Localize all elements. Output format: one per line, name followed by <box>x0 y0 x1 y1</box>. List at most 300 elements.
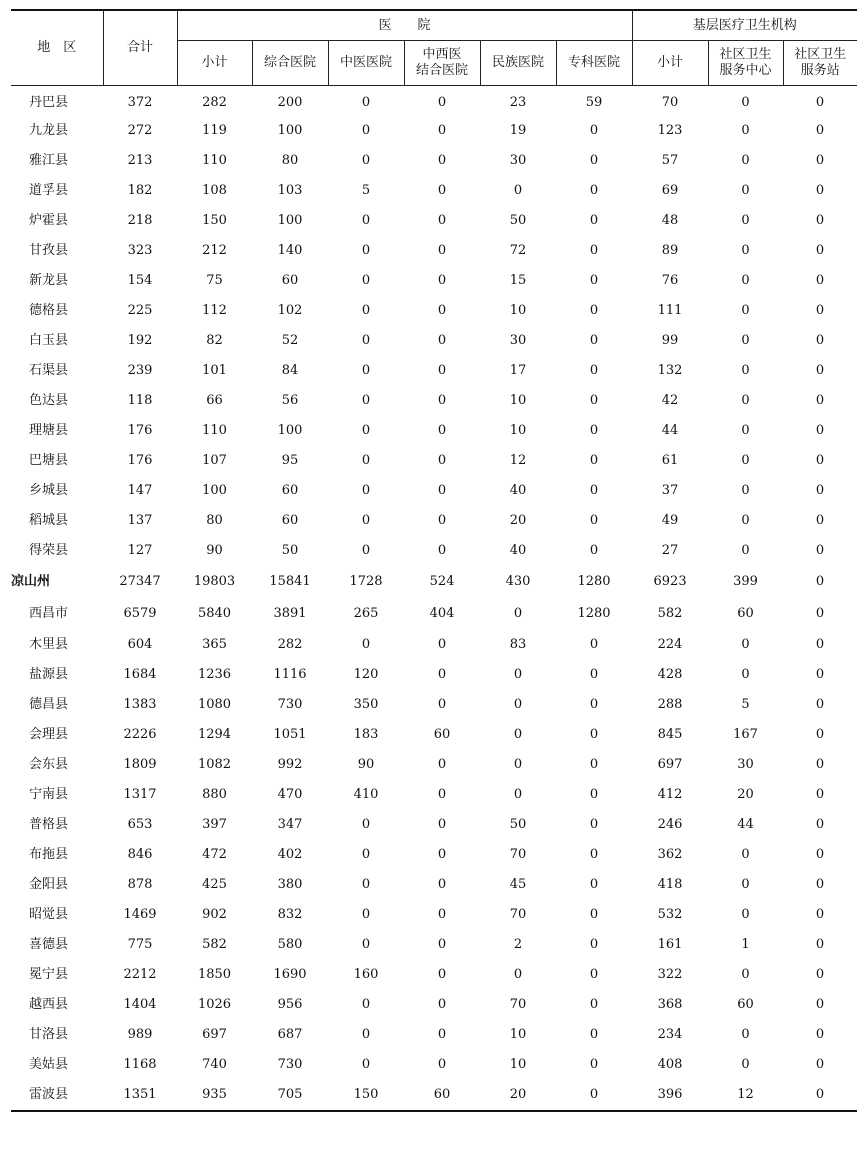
table-row <box>11 236 857 266</box>
region-cell: 布拖县 <box>29 846 69 862</box>
value-cell: 0 <box>589 332 599 348</box>
value-cell: 0 <box>815 876 825 892</box>
table-row <box>11 1080 857 1110</box>
value-cell: 1280 <box>577 605 611 621</box>
region-cell: 雷波县 <box>29 1086 69 1102</box>
value-cell: 0 <box>741 666 750 682</box>
region-cell: 丹巴县 <box>29 94 69 110</box>
value-cell: 470 <box>277 786 303 802</box>
region-cell: 德格县 <box>29 302 69 318</box>
value-cell: 430 <box>505 573 531 589</box>
table-row <box>11 990 857 1020</box>
value-cell: 176 <box>127 452 153 468</box>
region-cell: 九龙县 <box>29 122 69 138</box>
value-cell: 0 <box>361 212 371 228</box>
value-cell: 705 <box>277 1086 303 1102</box>
table-row <box>11 566 857 598</box>
value-cell: 0 <box>513 726 523 742</box>
value-cell: 347 <box>277 816 303 832</box>
value-cell: 0 <box>437 936 447 952</box>
value-cell: 0 <box>361 1026 371 1042</box>
value-cell: 50 <box>509 212 527 228</box>
region-cell: 喜德县 <box>29 936 69 952</box>
value-cell: 832 <box>277 906 303 922</box>
table-row <box>11 598 857 630</box>
region-cell: 得荣县 <box>29 542 69 558</box>
value-cell: 0 <box>361 332 371 348</box>
value-cell: 0 <box>741 332 750 348</box>
value-cell: 582 <box>657 605 683 621</box>
value-cell: 0 <box>589 786 599 802</box>
value-cell: 0 <box>361 422 371 438</box>
value-cell: 0 <box>437 182 447 198</box>
value-cell: 66 <box>206 392 223 408</box>
value-cell: 15841 <box>269 573 311 589</box>
header-total: 合计 <box>103 10 177 86</box>
value-cell: 1236 <box>197 666 232 682</box>
table-row <box>11 536 857 566</box>
value-cell: 0 <box>815 605 825 621</box>
value-cell: 100 <box>277 122 303 138</box>
value-cell: 0 <box>815 1086 825 1102</box>
value-cell: 100 <box>277 422 303 438</box>
region-cell: 色达县 <box>29 392 69 408</box>
region-cell: 雅江县 <box>29 152 69 168</box>
value-cell: 412 <box>657 786 683 802</box>
value-cell: 19 <box>509 122 527 138</box>
value-cell: 112 <box>202 302 227 318</box>
table-row <box>11 660 857 690</box>
value-cell: 1294 <box>197 726 232 742</box>
value-cell: 137 <box>127 512 153 528</box>
value-cell: 0 <box>361 816 371 832</box>
value-cell: 653 <box>127 816 153 832</box>
value-cell: 0 <box>513 756 523 772</box>
value-cell: 0 <box>589 512 599 528</box>
value-cell: 70 <box>509 996 527 1012</box>
value-cell: 0 <box>361 636 371 652</box>
value-cell: 472 <box>202 846 227 862</box>
value-cell: 10 <box>509 422 527 438</box>
value-cell: 0 <box>437 152 447 168</box>
value-cell: 0 <box>815 94 825 110</box>
value-cell: 40 <box>509 482 527 498</box>
value-cell: 0 <box>361 542 371 558</box>
value-cell: 0 <box>815 122 825 138</box>
value-cell: 0 <box>437 122 447 138</box>
value-cell: 60 <box>281 512 299 528</box>
table-row <box>11 146 857 176</box>
value-cell: 380 <box>277 876 303 892</box>
value-cell: 0 <box>513 696 523 712</box>
value-cell: 12 <box>737 1086 754 1102</box>
value-cell: 107 <box>202 452 227 468</box>
value-cell: 0 <box>437 272 447 288</box>
value-cell: 60 <box>433 726 451 742</box>
value-cell: 0 <box>815 512 825 528</box>
value-cell: 0 <box>437 816 447 832</box>
table-row <box>11 296 857 326</box>
value-cell: 118 <box>127 392 153 408</box>
value-cell: 0 <box>589 1026 599 1042</box>
value-cell: 1383 <box>123 696 157 712</box>
value-cell: 69 <box>661 182 679 198</box>
value-cell: 0 <box>815 182 825 198</box>
value-cell: 212 <box>202 242 227 258</box>
value-cell: 160 <box>353 966 379 982</box>
value-cell: 0 <box>513 966 523 982</box>
value-cell: 10 <box>509 302 527 318</box>
value-cell: 0 <box>361 906 371 922</box>
value-cell: 0 <box>361 362 371 378</box>
value-cell: 0 <box>815 362 825 378</box>
value-cell: 0 <box>361 122 371 138</box>
value-cell: 0 <box>815 846 825 862</box>
value-cell: 687 <box>277 1026 303 1042</box>
value-cell: 368 <box>657 996 683 1012</box>
value-cell: 95 <box>281 452 299 468</box>
value-cell: 0 <box>437 422 447 438</box>
table-row <box>11 386 857 416</box>
value-cell: 0 <box>741 1026 750 1042</box>
table-header <box>11 10 857 86</box>
value-cell: 1116 <box>273 666 307 682</box>
value-cell: 90 <box>357 756 375 772</box>
value-cell: 75 <box>206 272 223 288</box>
value-cell: 6923 <box>653 573 687 589</box>
value-cell: 10 <box>509 392 527 408</box>
region-cell: 会理县 <box>29 726 69 742</box>
value-cell: 0 <box>437 666 447 682</box>
value-cell: 0 <box>741 242 750 258</box>
value-cell: 0 <box>741 122 750 138</box>
value-cell: 127 <box>127 542 153 558</box>
value-cell: 425 <box>202 876 227 892</box>
value-cell: 27 <box>661 542 679 558</box>
value-cell: 72 <box>509 242 527 258</box>
table-row <box>11 176 857 206</box>
value-cell: 372 <box>127 94 153 110</box>
value-cell: 0 <box>815 392 825 408</box>
value-cell: 1026 <box>197 996 232 1012</box>
value-cell: 0 <box>815 636 825 652</box>
table-row <box>11 266 857 296</box>
value-cell: 0 <box>361 452 371 468</box>
value-cell: 0 <box>361 94 371 110</box>
value-cell: 42 <box>661 392 679 408</box>
value-cell: 604 <box>127 636 153 652</box>
value-cell: 0 <box>741 182 750 198</box>
value-cell: 154 <box>127 272 153 288</box>
value-cell: 0 <box>589 726 599 742</box>
value-cell: 0 <box>437 94 447 110</box>
value-cell: 225 <box>127 302 153 318</box>
region-cell: 金阳县 <box>29 876 69 892</box>
region-cell: 冕宁县 <box>29 966 69 982</box>
value-cell: 0 <box>815 666 825 682</box>
region-cell: 美姑县 <box>29 1056 69 1072</box>
region-cell: 甘洛县 <box>29 1026 69 1042</box>
value-cell: 0 <box>437 756 447 772</box>
value-cell: 80 <box>206 512 223 528</box>
value-cell: 15 <box>509 272 527 288</box>
value-cell: 0 <box>741 94 750 110</box>
value-cell: 0 <box>589 966 599 982</box>
value-cell: 100 <box>277 212 303 228</box>
table-row <box>11 960 857 990</box>
value-cell: 0 <box>741 482 750 498</box>
value-cell: 902 <box>202 906 227 922</box>
value-cell: 0 <box>741 636 750 652</box>
value-cell: 84 <box>281 362 299 378</box>
value-cell: 82 <box>206 332 223 348</box>
value-cell: 0 <box>741 846 750 862</box>
value-cell: 119 <box>202 122 227 138</box>
value-cell: 161 <box>657 936 683 952</box>
value-cell: 0 <box>589 272 599 288</box>
region-cell: 新龙县 <box>29 272 69 288</box>
value-cell: 120 <box>353 666 379 682</box>
value-cell: 992 <box>277 756 303 772</box>
region-cell: 巴塘县 <box>29 452 69 468</box>
value-cell: 2226 <box>123 726 157 742</box>
value-cell: 0 <box>437 452 447 468</box>
value-cell: 0 <box>513 182 523 198</box>
value-cell: 0 <box>437 392 447 408</box>
table-row <box>11 476 857 506</box>
value-cell: 0 <box>589 846 599 862</box>
value-cell: 10 <box>509 1026 527 1042</box>
table-row <box>11 900 857 930</box>
value-cell: 0 <box>437 1026 447 1042</box>
value-cell: 0 <box>741 272 750 288</box>
value-cell: 0 <box>815 152 825 168</box>
value-cell: 183 <box>353 726 379 742</box>
region-cell: 炉霍县 <box>29 212 69 228</box>
value-cell: 167 <box>733 726 758 742</box>
header-primary-care: 基层医疗卫生机构 <box>632 10 857 41</box>
value-cell: 60 <box>281 482 299 498</box>
value-cell: 110 <box>202 152 227 168</box>
value-cell: 5840 <box>197 605 232 621</box>
value-cell: 0 <box>361 272 371 288</box>
value-cell: 0 <box>589 392 599 408</box>
value-cell: 0 <box>589 1056 599 1072</box>
value-cell: 0 <box>815 482 825 498</box>
value-cell: 0 <box>815 1056 825 1072</box>
value-cell: 0 <box>741 302 750 318</box>
value-cell: 2212 <box>123 966 157 982</box>
value-cell: 0 <box>589 122 599 138</box>
value-cell: 0 <box>589 302 599 318</box>
value-cell: 0 <box>513 666 523 682</box>
value-cell: 362 <box>657 846 683 862</box>
value-cell: 845 <box>657 726 683 742</box>
value-cell: 0 <box>815 573 825 589</box>
value-cell: 1317 <box>123 786 157 802</box>
value-cell: 580 <box>277 936 303 952</box>
value-cell: 147 <box>127 482 153 498</box>
value-cell: 323 <box>127 242 153 258</box>
value-cell: 224 <box>657 636 683 652</box>
value-cell: 0 <box>361 152 371 168</box>
table-row <box>11 720 857 750</box>
value-cell: 0 <box>589 996 599 1012</box>
value-cell: 0 <box>437 846 447 862</box>
value-cell: 123 <box>657 122 683 138</box>
value-cell: 265 <box>353 605 379 621</box>
value-cell: 0 <box>741 966 750 982</box>
region-cell: 石渠县 <box>29 362 69 378</box>
value-cell: 0 <box>589 242 599 258</box>
statistics-table <box>11 9 857 1110</box>
value-cell: 0 <box>815 212 825 228</box>
value-cell: 404 <box>429 605 455 621</box>
value-cell: 0 <box>741 362 750 378</box>
value-cell: 0 <box>437 636 447 652</box>
value-cell: 150 <box>353 1086 379 1102</box>
table-body <box>11 86 857 1110</box>
value-cell: 0 <box>437 996 447 1012</box>
region-cell: 白玉县 <box>29 332 69 348</box>
value-cell: 0 <box>361 1056 371 1072</box>
table-row <box>11 750 857 780</box>
value-cell: 0 <box>589 422 599 438</box>
header-primary-col-0: 小计 <box>632 41 708 86</box>
value-cell: 740 <box>202 1056 227 1072</box>
region-cell: 西昌市 <box>29 605 69 621</box>
value-cell: 100 <box>202 482 227 498</box>
region-cell: 宁南县 <box>29 786 69 802</box>
value-cell: 0 <box>361 846 371 862</box>
region-cell: 普格县 <box>29 816 69 832</box>
value-cell: 1351 <box>123 1086 157 1102</box>
value-cell: 60 <box>737 996 754 1012</box>
value-cell: 1280 <box>577 573 611 589</box>
value-cell: 0 <box>815 966 825 982</box>
value-cell: 1168 <box>123 1056 157 1072</box>
value-cell: 0 <box>589 696 599 712</box>
value-cell: 532 <box>657 906 683 922</box>
value-cell: 0 <box>741 906 750 922</box>
value-cell: 0 <box>437 242 447 258</box>
value-cell: 0 <box>815 332 825 348</box>
value-cell: 48 <box>661 212 679 228</box>
value-cell: 40 <box>509 542 527 558</box>
region-cell: 德昌县 <box>29 696 69 712</box>
region-cell: 凉山州 <box>11 573 51 589</box>
value-cell: 846 <box>127 846 153 862</box>
value-cell: 0 <box>589 212 599 228</box>
value-cell: 1469 <box>123 906 157 922</box>
value-cell: 697 <box>202 1026 227 1042</box>
value-cell: 0 <box>589 876 599 892</box>
region-cell: 道孚县 <box>29 182 69 198</box>
header-hospital-col-4: 民族医院 <box>480 41 556 86</box>
value-cell: 12 <box>509 452 527 468</box>
value-cell: 272 <box>127 122 153 138</box>
value-cell: 1051 <box>273 726 307 742</box>
value-cell: 365 <box>202 636 227 652</box>
value-cell: 0 <box>815 786 825 802</box>
value-cell: 0 <box>741 512 750 528</box>
table-row <box>11 116 857 146</box>
value-cell: 399 <box>733 573 758 589</box>
value-cell: 0 <box>815 542 825 558</box>
region-cell: 理塘县 <box>29 422 69 438</box>
value-cell: 0 <box>437 696 447 712</box>
value-cell: 0 <box>815 996 825 1012</box>
value-cell: 49 <box>661 512 679 528</box>
value-cell: 1684 <box>123 666 157 682</box>
value-cell: 1080 <box>197 696 232 712</box>
value-cell: 322 <box>657 966 683 982</box>
value-cell: 1809 <box>123 756 157 772</box>
value-cell: 402 <box>277 846 303 862</box>
value-cell: 0 <box>741 212 750 228</box>
region-cell: 越西县 <box>29 996 69 1012</box>
value-cell: 57 <box>661 152 679 168</box>
region-cell: 会东县 <box>29 756 69 772</box>
value-cell: 246 <box>657 816 683 832</box>
value-cell: 0 <box>513 786 523 802</box>
value-cell: 730 <box>277 1056 303 1072</box>
value-cell: 99 <box>661 332 679 348</box>
value-cell: 0 <box>589 936 599 952</box>
value-cell: 0 <box>361 392 371 408</box>
value-cell: 234 <box>657 1026 683 1042</box>
value-cell: 880 <box>202 786 227 802</box>
value-cell: 60 <box>433 1086 451 1102</box>
value-cell: 0 <box>815 756 825 772</box>
value-cell: 0 <box>815 906 825 922</box>
value-cell: 956 <box>277 996 303 1012</box>
value-cell: 0 <box>361 996 371 1012</box>
value-cell: 0 <box>589 816 599 832</box>
table-row <box>11 690 857 720</box>
table-row <box>11 930 857 960</box>
value-cell: 0 <box>589 666 599 682</box>
value-cell: 0 <box>815 696 825 712</box>
value-cell: 0 <box>741 452 750 468</box>
value-cell: 0 <box>815 1026 825 1042</box>
value-cell: 102 <box>277 302 303 318</box>
table-row <box>11 206 857 236</box>
value-cell: 0 <box>741 392 750 408</box>
value-cell: 89 <box>661 242 679 258</box>
value-cell: 0 <box>589 482 599 498</box>
value-cell: 0 <box>741 422 750 438</box>
table-row <box>11 326 857 356</box>
value-cell: 0 <box>815 726 825 742</box>
value-cell: 0 <box>815 242 825 258</box>
value-cell: 408 <box>657 1056 683 1072</box>
value-cell: 0 <box>589 636 599 652</box>
value-cell: 101 <box>202 362 227 378</box>
region-cell: 稻城县 <box>29 512 69 528</box>
value-cell: 0 <box>437 362 447 378</box>
value-cell: 182 <box>127 182 153 198</box>
value-cell: 6579 <box>123 605 157 621</box>
value-cell: 0 <box>741 1056 750 1072</box>
header-hospital-col-1: 综合医院 <box>252 41 328 86</box>
value-cell: 0 <box>437 542 447 558</box>
value-cell: 20 <box>509 1086 527 1102</box>
value-cell: 0 <box>589 452 599 468</box>
value-cell: 0 <box>741 542 750 558</box>
value-cell: 1690 <box>273 966 307 982</box>
value-cell: 0 <box>815 272 825 288</box>
